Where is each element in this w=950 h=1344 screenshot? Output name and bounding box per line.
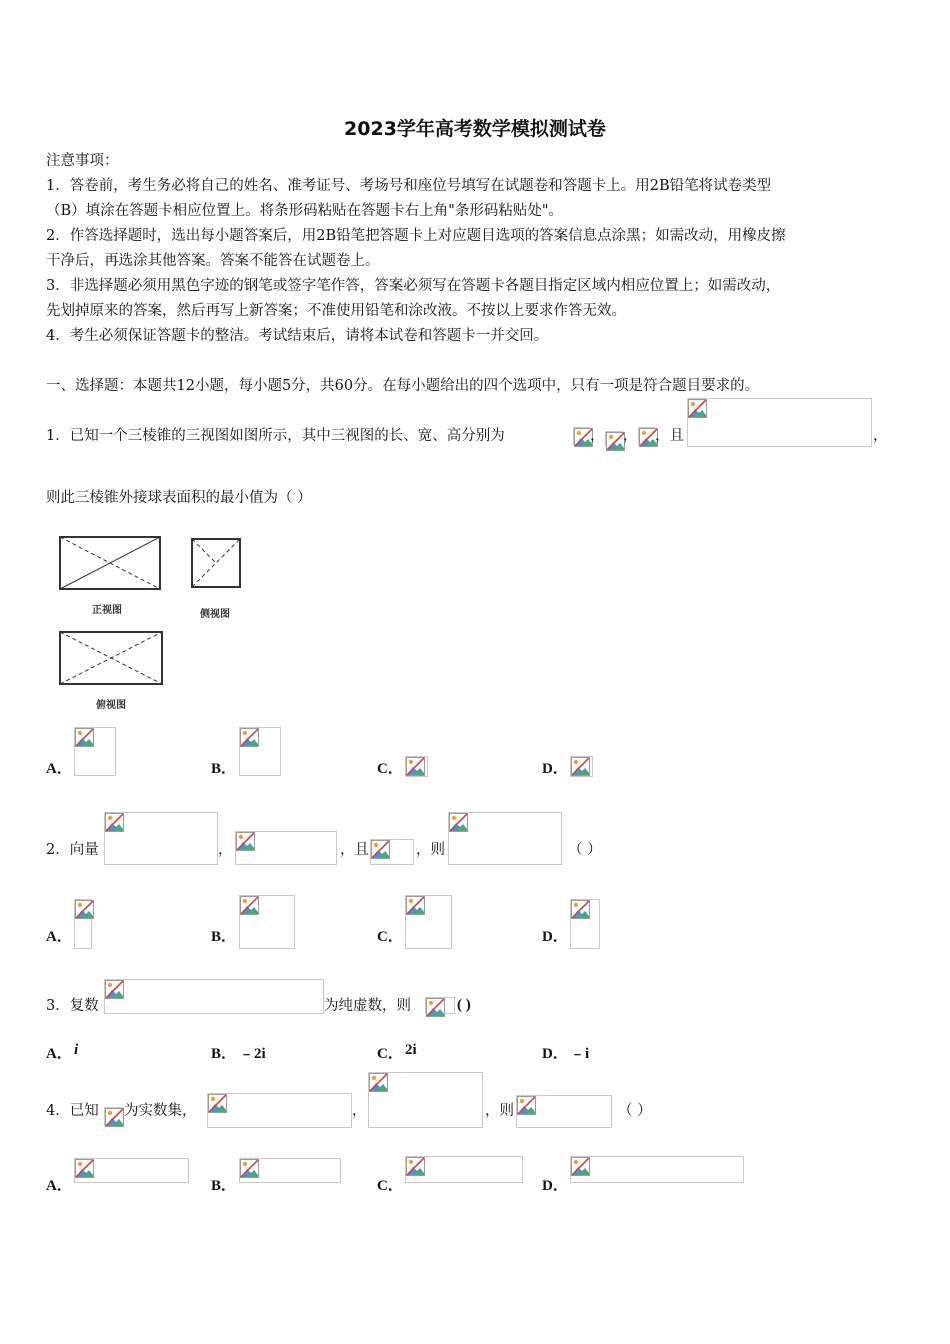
option-a-label: A．: [46, 1046, 72, 1062]
formula-image: [573, 427, 590, 445]
broken-image-icon: [688, 399, 707, 418]
q4-sep: ，: [352, 1103, 367, 1119]
q1-line2: 则此三棱锥外接球表面积的最小值为（ ）: [46, 490, 312, 506]
broken-image-icon: [371, 840, 390, 859]
broken-image-icon: [75, 900, 94, 919]
formula-image: [370, 839, 414, 865]
formula-image: [74, 727, 116, 776]
formula-image: [570, 756, 593, 777]
top-view-caption: 俯视图: [96, 700, 126, 711]
broken-image-icon: [426, 998, 445, 1017]
broken-image-icon: [571, 1157, 590, 1176]
option-d-label: D．: [542, 1178, 568, 1194]
notice-line: 先划掉原来的答案，然后再写上新答案；不准使用铅笔和涂改液。不按以上要求作答无效。: [46, 303, 626, 319]
broken-image-icon: [236, 832, 255, 851]
notice-line: 2．作答选择题时，选出每小题答案后，用2B铅笔把答题卡上对应题目选项的答案信息点涂黑；如需改动，用橡皮擦: [46, 228, 786, 244]
broken-image-icon: [105, 1108, 124, 1127]
broken-image-icon: [240, 1159, 259, 1178]
notice-line: （B）填涂在答题卡相应位置上。将条形码粘贴在答题卡右上角"条形码粘贴处"。: [46, 203, 563, 219]
option-c-label: C．: [377, 1178, 403, 1194]
broken-image-icon: [75, 728, 94, 747]
formula-image: [74, 899, 92, 949]
formula-image: [239, 895, 295, 949]
formula-image: [448, 812, 562, 865]
broken-image-icon: [208, 1094, 227, 1113]
notice-line: 干净后，再选涂其他答案。答案不能答在试题卷上。: [46, 253, 380, 269]
option-a-value: i: [74, 1042, 79, 1058]
top-view: [60, 632, 162, 684]
q4-mid: 为实数集，: [124, 1103, 197, 1119]
option-d-value: ﹣i: [570, 1046, 590, 1062]
broken-image-icon: [406, 757, 425, 776]
broken-image-icon: [105, 980, 124, 999]
option-a-label: A．: [46, 929, 72, 945]
formula-image: [104, 812, 218, 865]
q3-mid: 为纯虚数，则: [324, 998, 411, 1014]
option-b-label: B．: [211, 1046, 237, 1062]
option-c-label: C．: [377, 929, 403, 945]
option-d-label: D．: [542, 1046, 568, 1062]
formula-image: [570, 1156, 744, 1183]
section-heading: 一、选择题：本题共12小题，每小题5分，共60分。在每小题给出的四个选项中，只有一项是符合题目要求的。: [46, 378, 760, 394]
option-d-label: D．: [542, 761, 568, 777]
notice-line: 4．考生必须保证答题卡的整洁。考试结束后，请将本试卷和答题卡一并交回。: [46, 328, 549, 344]
broken-image-icon: [105, 813, 124, 832]
option-b-label: B．: [211, 761, 237, 777]
formula-image: [74, 1158, 189, 1183]
option-b-label: B．: [211, 1178, 237, 1194]
broken-image-icon: [75, 1159, 94, 1178]
broken-image-icon: [406, 896, 425, 915]
q2-sep: ，: [218, 842, 233, 858]
option-b-value: ﹣2i: [239, 1046, 266, 1062]
notice-line: 1．答卷前，考生务必将自己的姓名、准考证号、考场号和座位号填写在试题卷和答题卡上。用2B铅笔将试卷类型: [46, 178, 772, 194]
q1-and: ，且: [655, 428, 684, 444]
side-view: [192, 539, 240, 587]
broken-image-icon: [240, 728, 259, 747]
broken-image-icon: [369, 1073, 388, 1092]
broken-image-icon: [517, 1096, 536, 1115]
option-b-label: B．: [211, 929, 237, 945]
option-d-label: D．: [542, 929, 568, 945]
formula-image: [235, 831, 337, 865]
q1-end: ，: [873, 428, 888, 444]
formula-image: [570, 899, 600, 949]
broken-image-icon: [240, 896, 259, 915]
formula-image: [687, 398, 872, 447]
front-view-caption: 正视图: [92, 605, 122, 616]
formula-image: [239, 727, 281, 776]
notice-heading: 注意事项：: [46, 153, 119, 169]
option-c-label: C．: [377, 1046, 403, 1062]
side-view-caption: 侧视图: [200, 609, 230, 620]
option-a-label: A．: [46, 1178, 72, 1194]
page-title: 2023学年高考数学模拟测试卷: [344, 118, 606, 140]
q2-then: ，则: [416, 842, 445, 858]
q1-sep: ，: [590, 428, 605, 444]
formula-image: [239, 1158, 341, 1183]
q1-sep: ，: [623, 428, 638, 444]
broken-image-icon: [449, 813, 468, 832]
formula-image: [405, 895, 452, 949]
formula-image: [104, 1107, 123, 1126]
front-view: [60, 537, 160, 589]
q2-and: ，且: [340, 842, 369, 858]
broken-image-icon: [571, 757, 590, 776]
formula-image: [104, 979, 324, 1014]
formula-image: [516, 1095, 612, 1128]
option-a-label: A．: [46, 761, 72, 777]
formula-image: [605, 431, 623, 446]
broken-image-icon: [571, 900, 590, 919]
formula-image: [405, 1156, 523, 1183]
q3-prefix: 3．复数: [46, 998, 99, 1014]
notice-line: 3．非选择题必须用黑色字迹的钢笔或签字笔作答，答案必须写在答题卡各题目指定区域内相应位置上；如需改动，: [46, 278, 781, 294]
q4-paren: （ ）: [618, 1103, 652, 1119]
formula-image: [425, 997, 455, 1014]
q4-then: ，则: [485, 1103, 514, 1119]
formula-image: [405, 756, 428, 777]
q2-prefix: 2．向量: [46, 842, 99, 858]
q4-prefix: 4．已知: [46, 1103, 99, 1119]
formula-image: [207, 1093, 352, 1128]
q1-prefix: 1．已知一个三棱锥的三视图如图所示，其中三视图的长、宽、高分别为: [46, 428, 505, 444]
formula-image: [368, 1072, 483, 1128]
broken-image-icon: [406, 1157, 425, 1176]
option-c-value: 2i: [405, 1042, 417, 1058]
option-c-label: C．: [377, 761, 403, 777]
q3-paren: ( ): [457, 997, 471, 1013]
q2-paren: （ ）: [568, 842, 602, 858]
three-view-figure: [56, 532, 246, 712]
formula-image: [638, 427, 655, 445]
